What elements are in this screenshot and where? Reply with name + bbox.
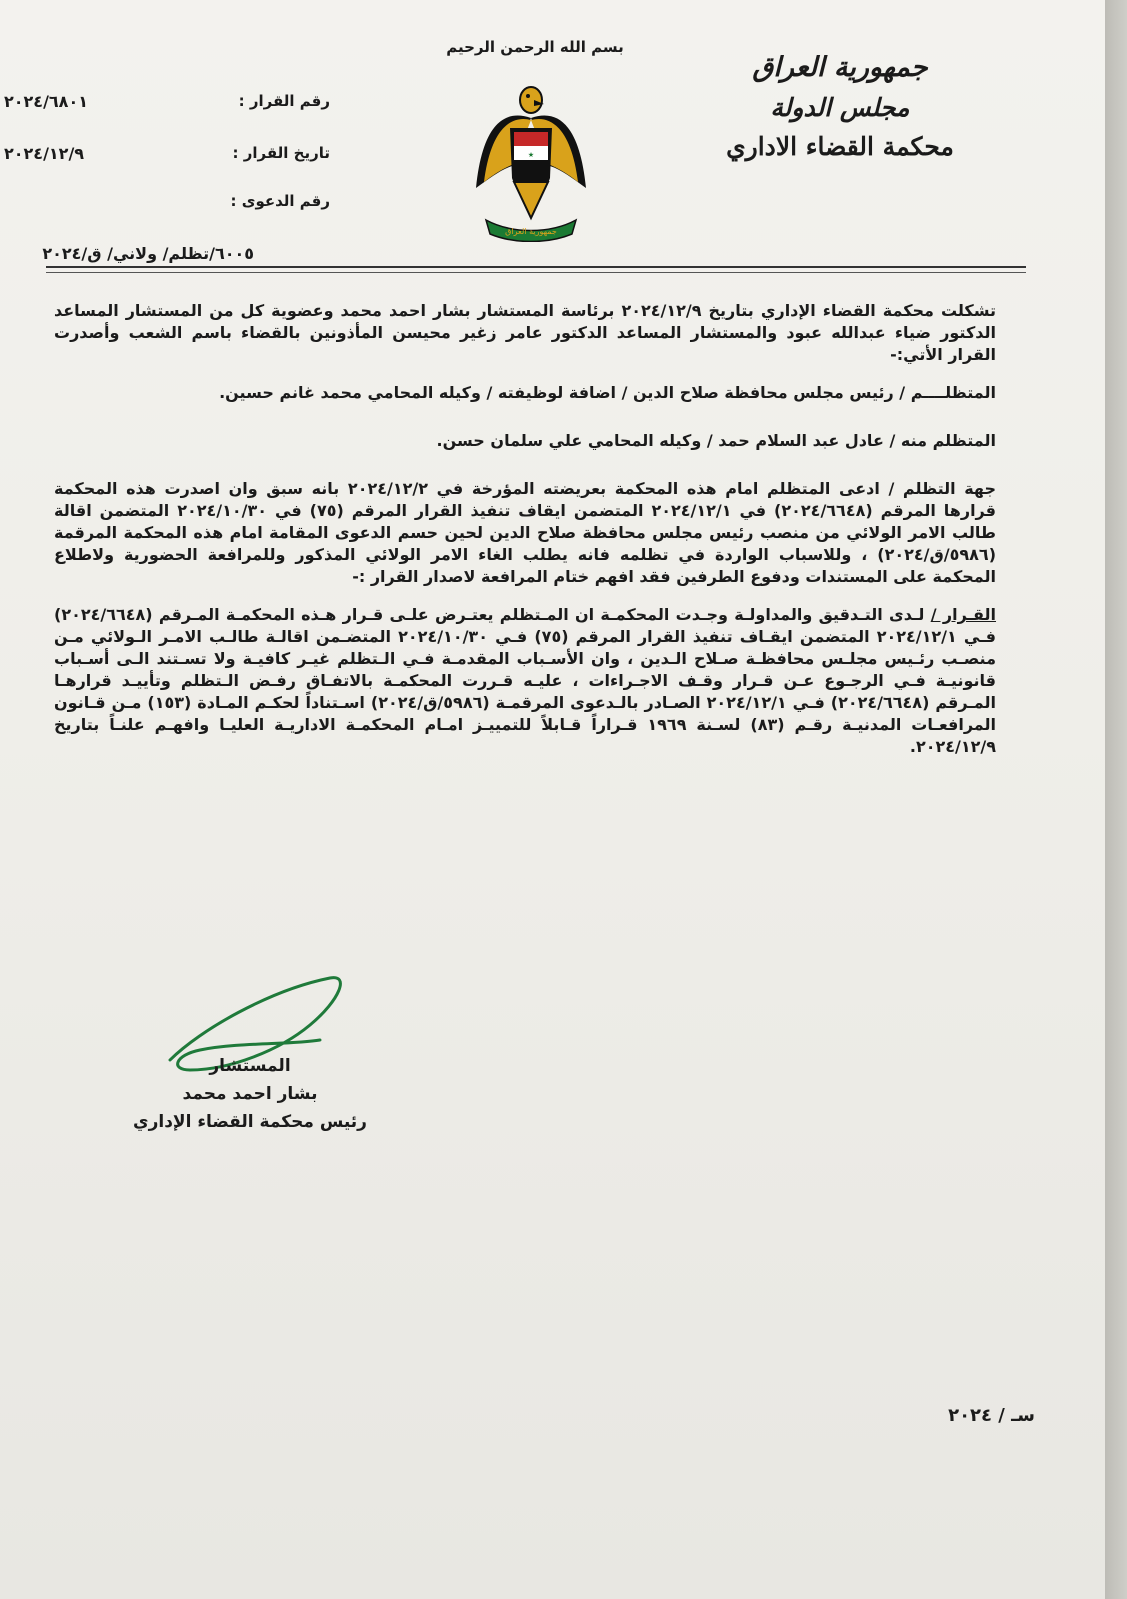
decision-number-value: ٢٠٢٤/٦٨٠١ xyxy=(4,92,88,111)
grievance-label: جهة التظلم / xyxy=(888,479,997,498)
header-divider-thin xyxy=(46,272,1026,273)
complainant-text: رئيس مجلس محافظة صلاح الدين / اضافة لوظيفته / وكيله المحامي محمد غانم حسين. xyxy=(219,383,894,402)
case-number-row xyxy=(0,192,330,214)
issuer-line-court: محكمة القضاء الاداري xyxy=(726,132,954,161)
decision-number-row xyxy=(0,92,330,114)
issuer-header xyxy=(715,52,965,161)
intro-paragraph: تشكلت محكمة القضاء الإداري بتاريخ ٢٠٢٤/١٢/٩ برئاسة المستشار بشار احمد محمد وعضوية كل من المستشار المساعد الدكتور ضياء عبدالله عبود والمستشار المساعد الدكتور عامر زغير محيسن المأذونين بالقضاء باسم الشعب وأصدرت القرار الأتي:- xyxy=(54,301,997,364)
decision-date-label: تاريخ القرار : xyxy=(232,144,330,162)
decision-paragraph xyxy=(54,604,996,758)
signature-text xyxy=(100,1052,400,1136)
issuer-line-republic: جمهورية العراق xyxy=(752,52,928,83)
decision-body xyxy=(54,300,996,774)
basmala: بسم الله الرحمن الرحيم xyxy=(446,38,624,56)
complainant-paragraph xyxy=(54,382,996,404)
complainant-label: المتظلــــم / xyxy=(899,383,996,402)
footer-mark: سـ / ٢٠٢٤ xyxy=(948,1405,1035,1426)
eagle-emblem-icon xyxy=(472,78,590,242)
decision-ruling: عليـه قـررت المحكمـة بالاتفـاق رفـض الـتظلم وتأييـد قرارهـا المـرقم (٢٠٢٤/٦٦٤٨) فـي ٢٠٢٤/١٢/١ الصـادر بالـدعوى المرقمـة (٥٩٨٦/ق/٢٠٢٤) xyxy=(54,671,997,712)
decision-tail: اسـتناداً لحكـم المـادة (١٥٣) مـن قـانون المرافعـات المدنيـة رقـم (٨٣) لسـنة ١٩٦٩ قـراراً قـابلاً للتمييـز امـام المحكمـة الاداريـة العليـا وافهـم علنـاً بتاريخ ٢٠٢٤/١٢/٩. xyxy=(54,693,996,756)
respondent-paragraph xyxy=(54,430,996,452)
decision-number-label: رقم القرار : xyxy=(238,92,330,110)
page-edge-shadow xyxy=(1105,0,1127,1599)
issuer-line-council: مجلس الدولة xyxy=(770,93,910,122)
signature-block xyxy=(100,970,400,1150)
decision-label: القـرار / xyxy=(930,605,997,624)
decision-date-row xyxy=(0,144,330,166)
decision-text: لـدى التـدقيق والمداولـة وجـدت المحكمـة ان المـتظلم يعتـرض علـى قـرار هـذه المحكمـة المـرقم (٢٠٢٤/٦٦٤٨) فـي ٢٠٢٤/١٢/١ المتضمن ايقـاف تنفيذ القرار المرقم (٧٥) فـي ٢٠٢٤/١٠/٣٠ المتضـمن اقالـة طالـب الامـر الـولائي مـن منصـب رئـيس مجلـس محافظـة صـلاح الـدين ، وان الأسـباب المقدمـة فـي الـتظلم غيـر كافيـة ولا تسـتند الـى أسـباب قانونيـة فـي الرجـوع عـن قـرار وقـف الاجـراءات ، xyxy=(54,605,997,690)
respondent-text: عادل عبد السلام حمد / وكيله المحامي علي سلمان حسن. xyxy=(436,431,884,450)
emblem-banner-text: جمهورية العراق xyxy=(505,227,557,236)
decision-date-value: ٢٠٢٤/١٢/٩ xyxy=(4,144,85,163)
grievance-paragraph xyxy=(54,478,996,588)
signature-title: المستشار xyxy=(209,1056,291,1076)
signature-position: رئيس محكمة القضاء الإداري xyxy=(133,1112,367,1132)
grievance-text: ادعى المتظلم امام هذه المحكمة بعريضته المؤرخة في ٢٠٢٤/١٢/٢ بانه سبق وان اصدرت هذه المحكمة قرارها المرقم (٢٠٢٤/٦٦٤٨) في ٢٠٢٤/١٢/١ المتضمن ايقاف تنفيذ القرار المرقم (٧٥) في ٢٠٢٤/١٠/٣٠ المتضمن اقالة طالب الامر الولائي من منصب رئيس مجلس محافظة صلاح الدين لحين حسم الدعوى المقامة امام هذه المحكمة المرقمة (٥٩٨٦/ق/٢٠٢٤) ، وللاسباب الواردة في تظلمه فانه يطلب الغاء الامر الولائي المذكور وللمرافعة الحضورية ولاطلاع المحكمة على المستندات ودفوع الطرفين فقد افهم ختام المرافعة لاصدار القرار :- xyxy=(54,479,996,586)
case-number-label: رقم الدعوى : xyxy=(230,192,330,210)
svg-text:★: ★ xyxy=(527,151,535,159)
signature-name: بشار احمد محمد xyxy=(182,1084,318,1104)
case-number-value: ٦٠٠٥/تظلم/ ولاني/ ق/٢٠٢٤ xyxy=(42,244,254,263)
header-divider xyxy=(46,266,1026,268)
respondent-label: المتظلم منه / xyxy=(889,431,996,450)
